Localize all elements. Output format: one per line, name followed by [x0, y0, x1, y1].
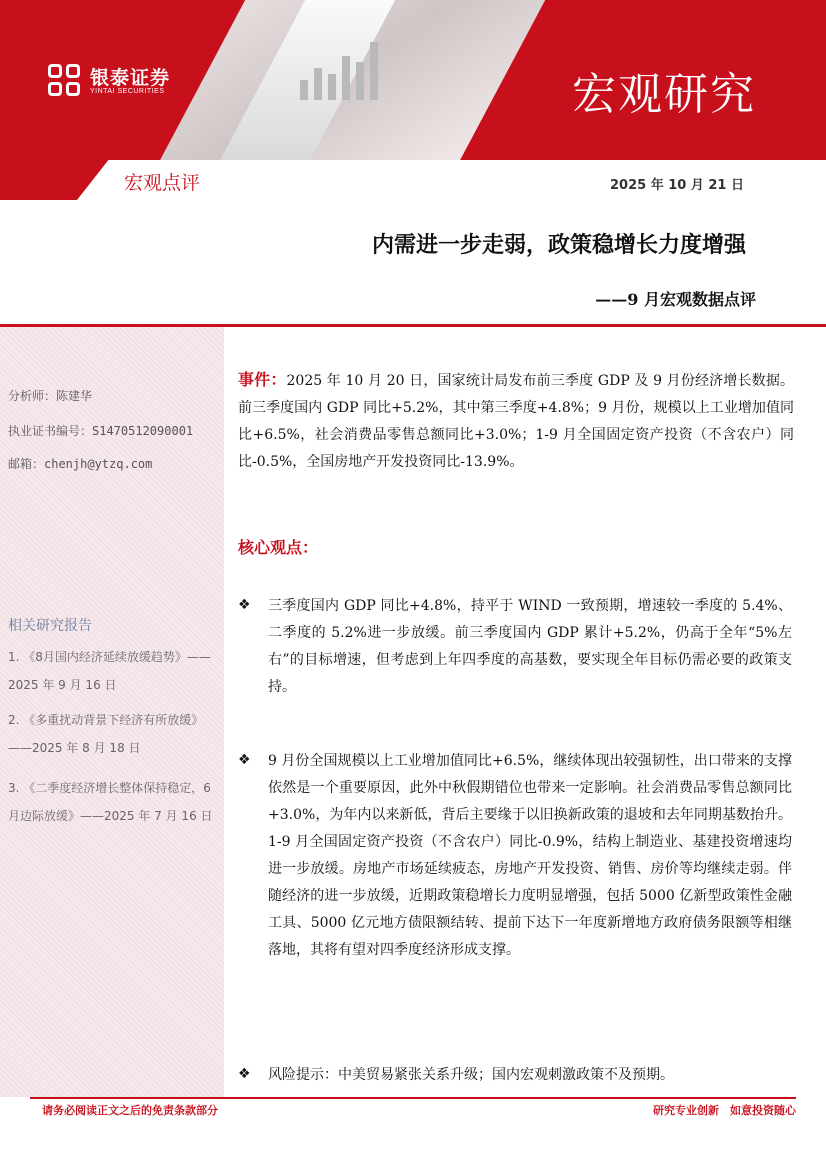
logo-name-cn: 银泰证券: [90, 66, 171, 89]
report-category: 宏观点评: [124, 172, 201, 194]
event-paragraph: [238, 366, 794, 476]
disclaimer-notice: 请务必阅读正文之后的免责条款部分: [42, 1104, 218, 1117]
logo-mark-icon: [48, 64, 82, 98]
section-title: 宏观研究: [572, 69, 756, 120]
analyst-email[interactable]: 邮箱：chenjh@ytzq.com: [8, 457, 153, 471]
report-header: [0, 0, 826, 200]
header-bar-graphic: [290, 25, 410, 100]
related-report-link[interactable]: 3. 《二季度经济增长整体保持稳定，6 月边际放缓》——2025 年 7 月 16 日: [8, 781, 213, 823]
related-report-link[interactable]: 2. 《多重扰动背景下经济有所放缓》——2025 年 8 月 18 日: [8, 713, 204, 755]
report-subtitle: ——9 月宏观数据点评: [595, 290, 756, 309]
core-views-heading: 核心观点：: [238, 538, 319, 557]
risk-warning: 风险提示：中美贸易紧张关系升级；国内宏观刺激政策不及预期。: [268, 1067, 674, 1083]
core-view-item: 三季度国内 GDP 同比+4.8%，持平于 WIND 一致预期，增速较一季度的 5.4%、二季度的 5.2%进一步放缓。前三季度国内 GDP 累计+5.2%，仍高于全年“5%左右”的目标增速，但考虑到上年四季度的高基数，要实现全年目标仍需必要的政策支持。: [268, 598, 792, 695]
core-view-item: 9 月份全国规模以上工业增加值同比+6.5%，继续体现出较强韧性，出口带来的支撑依然是一个重要原因，此外中秋假期错位也带来一定影响。社会消费品零售总额同比+3.0%，为年内以来新低，背后主要缘于以旧换新政策的退坡和去年同期基数抬升。1-9 月全国固定资产投资（不含农户）同比-0.9%，结构上制造业、基建投资增速均进一步放缓。房地产市场延续疲态，房地产开发投资、销售、房价等均继续走弱。伴随经济的进一步放缓，近期政策稳增长力度明显增强，包括 5000 亿新型政策性金融工具、5000 亿元地方债限额结转、提前下达下一年度新增地方政府债务限额等相继落地，其将有望对四季度经济形成支撑。: [268, 753, 792, 958]
analyst-name: 分析师：陈建华: [8, 389, 93, 403]
related-reports-heading: 相关研究报告: [8, 618, 92, 634]
analyst-license: 执业证书编号：S1470512090001: [8, 424, 194, 438]
footer-slogan: 研究专业创新 如意投资随心: [653, 1104, 796, 1117]
bullet-icon: ❖: [238, 597, 251, 613]
report-date: 2025 年 10 月 21 日: [610, 178, 744, 193]
company-logo: [48, 64, 170, 98]
bullet-icon: ❖: [238, 752, 251, 768]
event-text: 2025 年 10 月 20 日，国家统计局发布前三季度 GDP 及 9 月份经济增长数据。前三季度国内 GDP 同比+5.2%，其中第三季度+4.8%；9 月份，规模以上工业增加值同比+6.5%，社会消费品零售总额同比+3.0%；1-9 月全国固定资产投资（不含农户）同比-0.5%，全国房地产开发投资同比-13.9%。: [238, 373, 794, 470]
event-label: 事件：: [238, 370, 287, 389]
footer-divider: [30, 1097, 796, 1099]
logo-name-en: YINTAI SECURITIES: [90, 87, 165, 95]
report-title: 内需进一步走弱，政策稳增长力度增强: [371, 233, 746, 258]
bullet-icon: ❖: [238, 1066, 251, 1082]
related-report-link[interactable]: 1. 《8月国内经济延续放缓趋势》——2025 年 9 月 16 日: [8, 650, 211, 692]
